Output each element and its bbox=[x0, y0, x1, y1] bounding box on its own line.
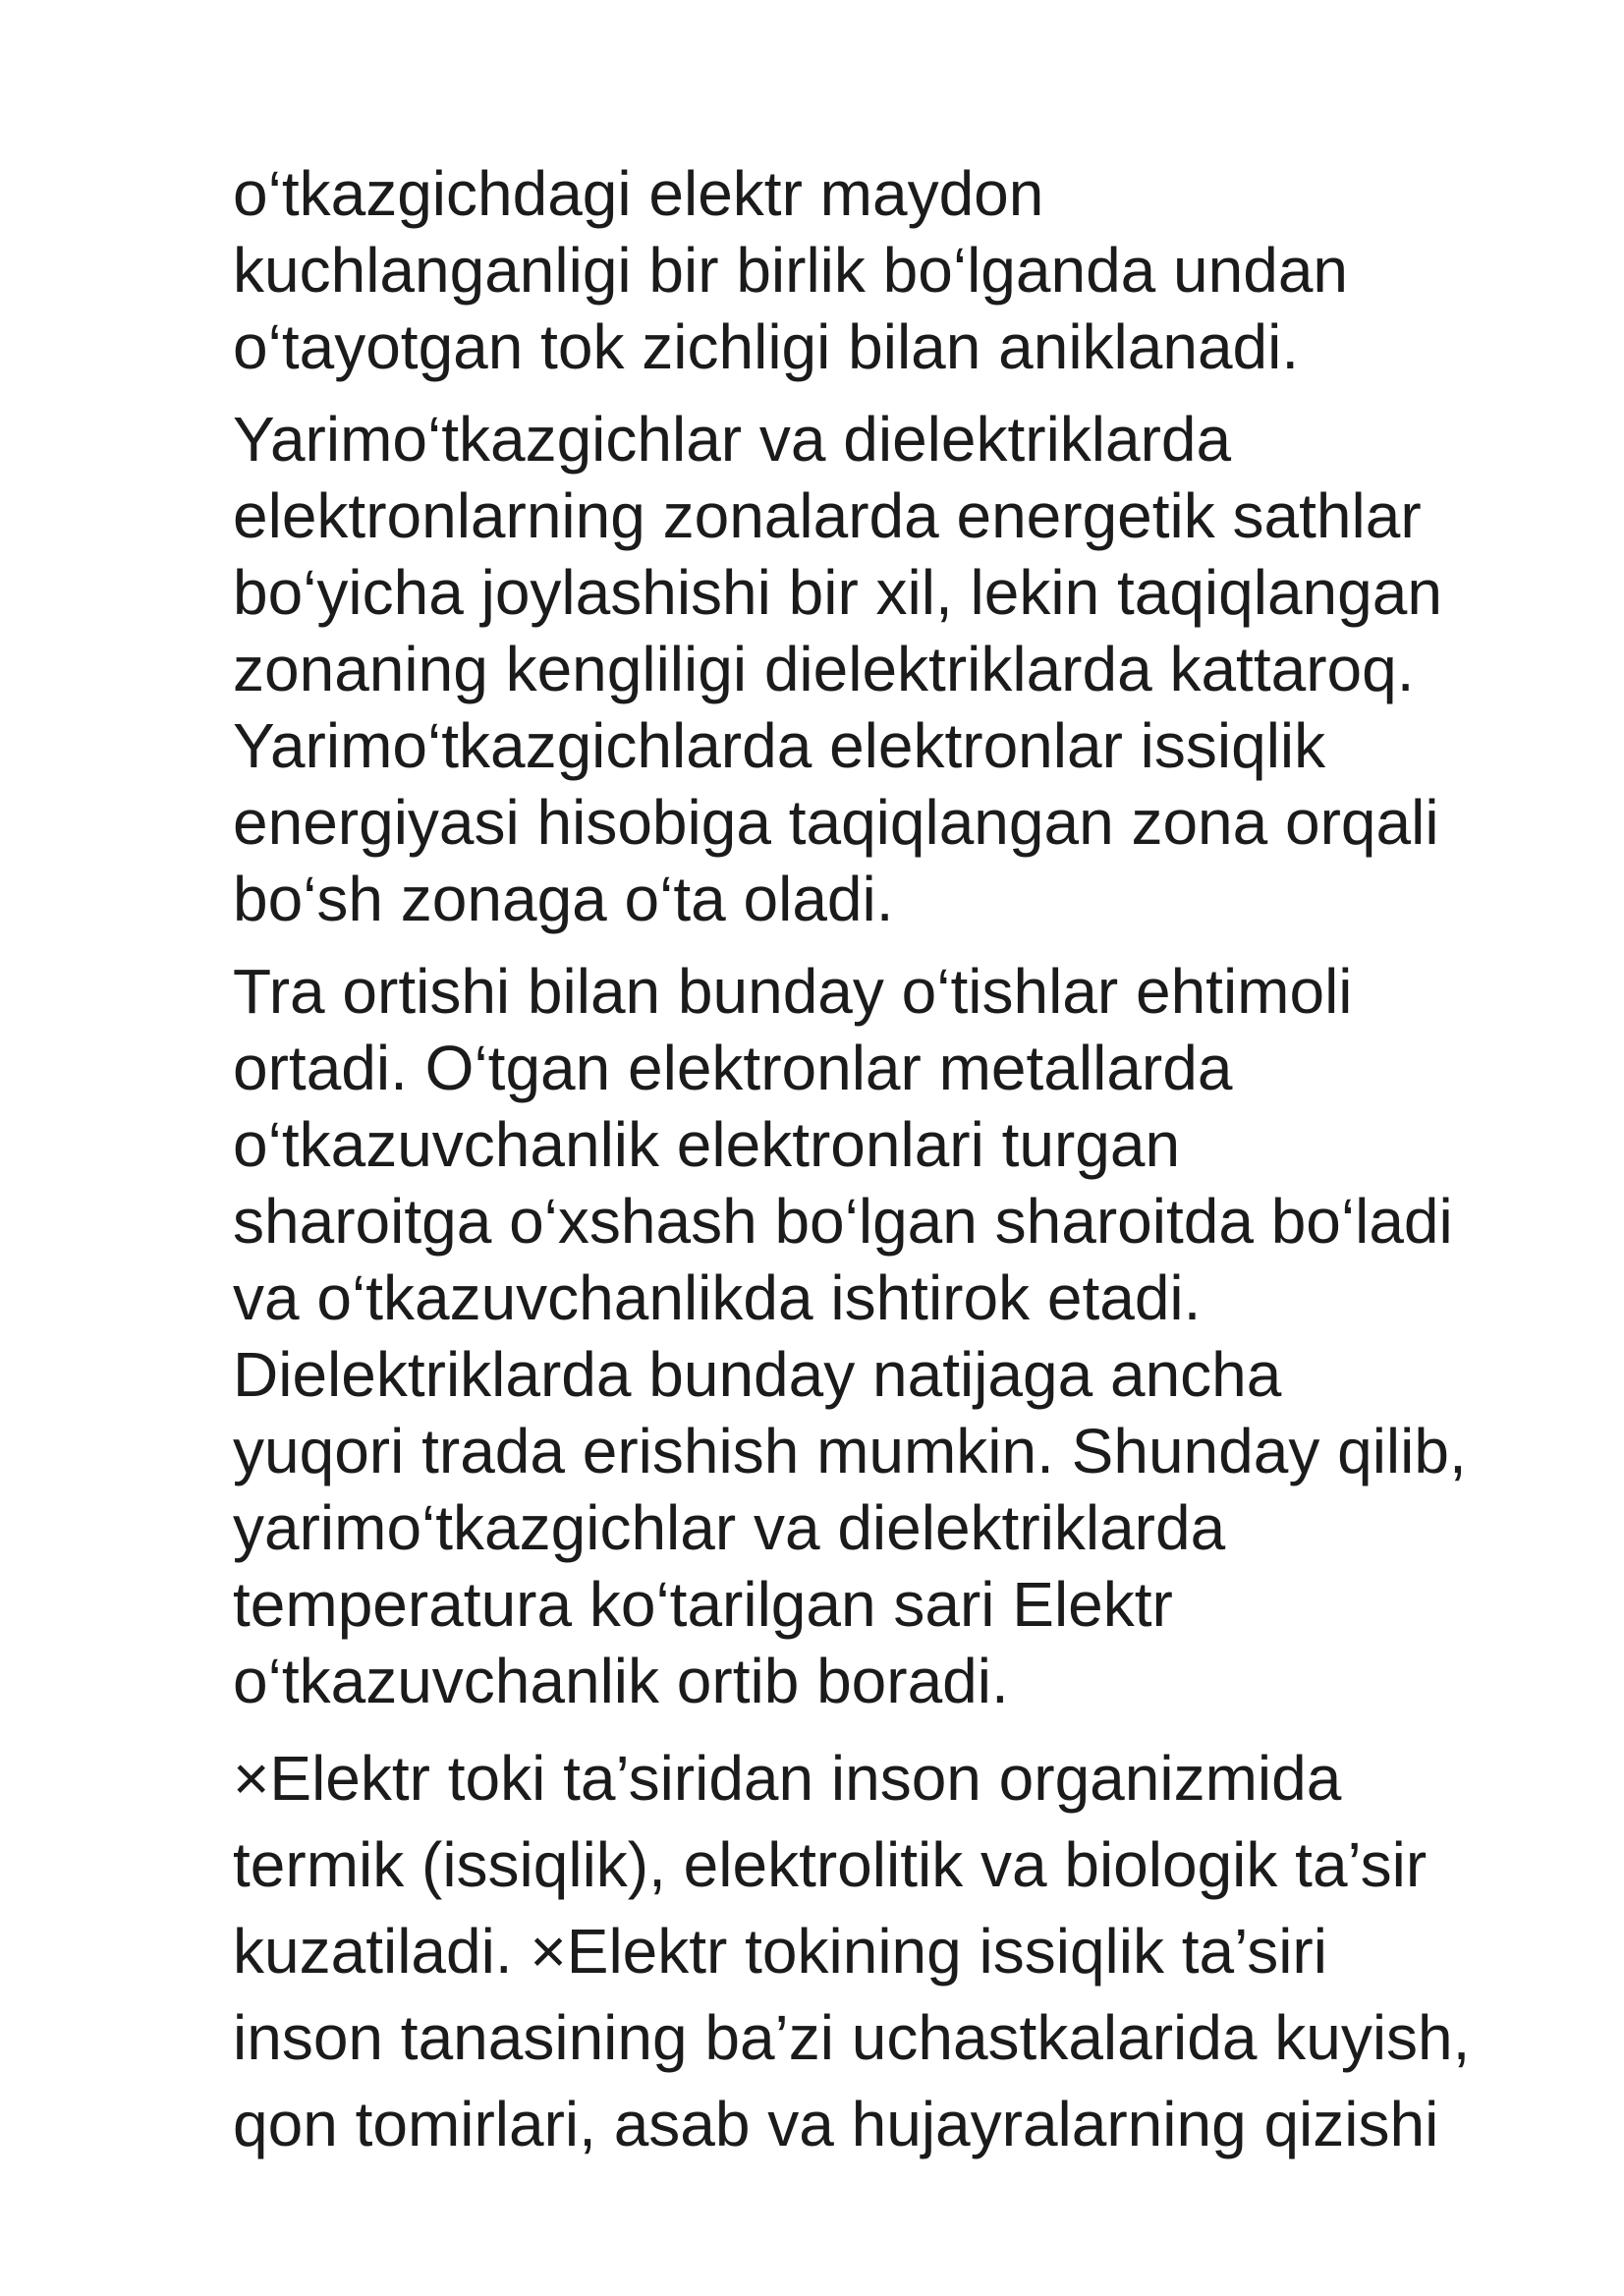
paragraph-4 bbox=[233, 1735, 1549, 2167]
text-line: ortadi. O‘tgan elektronlar metallarda bbox=[233, 1033, 1233, 1103]
text-line: zonaning kengliligi dielektriklarda kattaroq. bbox=[233, 634, 1415, 704]
text-line: o‘tkazuvchanlik ortib boradi. bbox=[233, 1646, 1009, 1716]
text-line: qon tomirlari, asab va hujayralarning qizishi bbox=[233, 2089, 1439, 2159]
text-line: bo‘yicha joylashishi bir xil, lekin taqiqlangan bbox=[233, 557, 1442, 628]
paragraph-3 bbox=[233, 953, 1549, 1719]
text-line: yarimo‘tkazgichlar va dielektriklarda bbox=[233, 1492, 1226, 1563]
text-line: bo‘sh zonaga o‘ta oladi. bbox=[233, 864, 894, 934]
text-line: elektronlarning zonalarda energetik sathlar bbox=[233, 480, 1422, 551]
text-line: kuchlanganligi bir birlik bo‘lganda undan bbox=[233, 235, 1348, 306]
paragraph-1 bbox=[233, 155, 1549, 385]
document-page bbox=[233, 155, 1549, 2167]
text-line: Tra ortishi bilan bunday o‘tishlar ehtimoli bbox=[233, 956, 1353, 1027]
text-line: Yarimo‘tkazgichlar va dielektriklarda bbox=[233, 404, 1232, 475]
text-line: va o‘tkazuvchanlikda ishtirok etadi. bbox=[233, 1262, 1202, 1333]
text-line: o‘tayotgan tok zichligi bilan aniklanadi. bbox=[233, 311, 1300, 382]
text-line: Yarimo‘tkazgichlarda elektronlar issiqlik bbox=[233, 710, 1326, 781]
paragraph-2 bbox=[233, 401, 1549, 937]
text-line: ×Elektr toki ta’siridan inson organizmida bbox=[233, 1743, 1342, 1814]
text-line: yuqori trada erishish mumkin. Shunday qilib, bbox=[233, 1416, 1467, 1486]
text-line: energiyasi hisobiga taqiqlangan zona orqali bbox=[233, 787, 1439, 858]
text-line: kuzatiladi. ×Elektr tokining issiqlik ta’siri bbox=[233, 1916, 1327, 1987]
text-line: sharoitga o‘xshash bo‘lgan sharoitda bo‘ladi bbox=[233, 1186, 1453, 1257]
text-line: o‘tkazgichdagi elektr maydon bbox=[233, 158, 1044, 229]
text-line: inson tanasining ba’zi uchastkalarida kuyish, bbox=[233, 2002, 1471, 2073]
text-line: temperatura ko‘tarilgan sari Elektr bbox=[233, 1569, 1173, 1640]
text-line: o‘tkazuvchanlik elektronlari turgan bbox=[233, 1109, 1181, 1180]
text-line: termik (issiqlik), elektrolitik va biologik ta’sir bbox=[233, 1829, 1428, 1900]
text-line: Dielektriklarda bunday natijaga ancha bbox=[233, 1339, 1282, 1410]
